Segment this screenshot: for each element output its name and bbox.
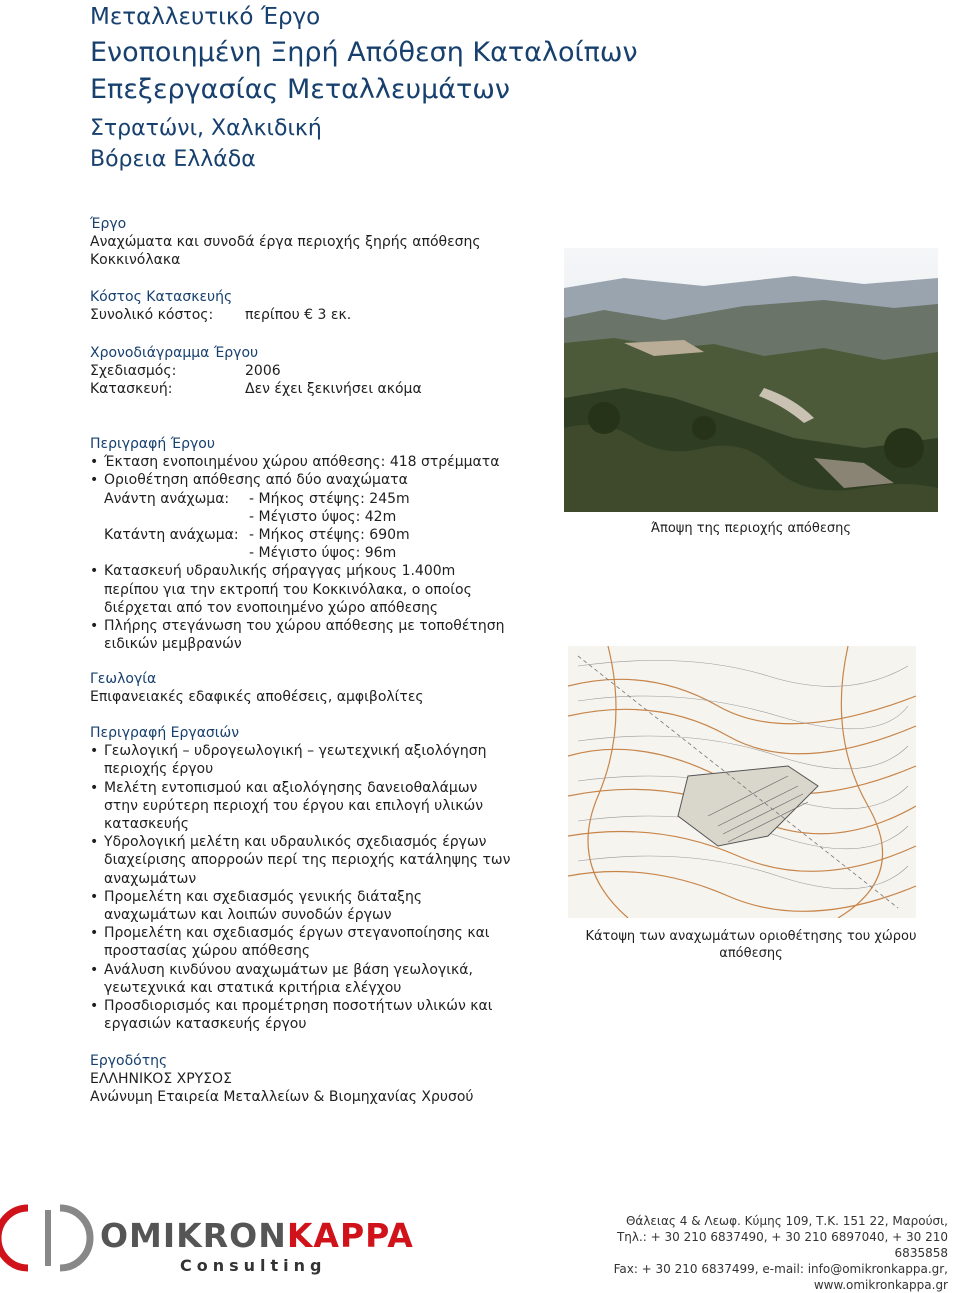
schedule-section — [90, 344, 550, 399]
construction-row — [90, 380, 550, 398]
list-item-line: εργασιών κατασκευής έργου — [104, 1016, 307, 1033]
cost-label: Συνολικό κόστος: — [90, 307, 214, 324]
plan-caption-line-1: Κάτοψη των αναχωμάτων οριοθέτησης του χώρου — [585, 929, 917, 944]
list-item-line: γεωτεχνικά και στατικά κριτήρια ελέγχου — [104, 979, 402, 996]
downstream-length: - Μήκος στέψης: 690m — [249, 527, 410, 544]
cost-row — [90, 306, 550, 324]
list-item-line: διέρχεται από τον ενοποιημένο χώρο απόθεσης — [104, 599, 439, 616]
location — [90, 113, 322, 175]
design-label: Σχεδιασμός: — [90, 363, 177, 380]
list-item — [90, 888, 560, 924]
list-item — [90, 997, 560, 1033]
logo-wordmark — [100, 1216, 414, 1255]
design-row — [90, 362, 550, 380]
client-name: ΕΛΛΗΝΙΚΟΣ ΧΡΥΣΟΣ — [90, 1071, 232, 1088]
contact-phones: Τηλ.: + 30 210 6837490, + 30 210 6897040, + 30 210 6835858 — [616, 1230, 948, 1260]
title-line-2: Επεξεργασίας Μεταλλευμάτων — [90, 74, 510, 105]
construction-value: Δεν έχει ξεκινήσει ακόμα — [245, 381, 422, 398]
geology-section — [90, 670, 550, 706]
tree — [692, 416, 716, 440]
list-item-line: • Προσδιορισμός και προμέτρηση ποσοτήτων υλικών και — [104, 998, 493, 1015]
contact-info — [588, 1213, 948, 1293]
project-heading: Έργο — [90, 216, 127, 232]
contact-address: Θάλειας 4 & Λεωφ. Κύμης 109, Τ.Κ. 151 22, Μαρούσι, — [625, 1214, 948, 1228]
contact-fax-email-web: Fax: + 30 210 6837499, e-mail: info@omikronkappa.gr, www.omikronkappa.gr — [613, 1262, 948, 1292]
list-item-line: προστασίας χώρου απόθεσης — [104, 943, 311, 960]
works-section — [90, 724, 560, 1033]
site-photo — [564, 248, 938, 512]
upstream-height: - Μέγιστο ύψος: 42m — [249, 508, 397, 525]
list-item — [90, 961, 560, 997]
list-item-line: περίπου για την εκτροπή του Κοκκινόλακα, ο οποίος — [104, 581, 472, 598]
spacer — [104, 544, 249, 562]
list-item — [90, 833, 560, 888]
description-list-2 — [90, 562, 550, 653]
list-item-line: ειδικών μεμβρανών — [104, 636, 242, 653]
description-list — [90, 453, 550, 489]
list-item-line: κατασκευής — [104, 816, 190, 833]
list-item-line: • Μελέτη εντοπισμού και αξιολόγησης δανειοθαλάμων — [104, 779, 478, 796]
location-line-2: Βόρεια Ελλάδα — [90, 147, 256, 172]
list-item-line: αναχωμάτων — [104, 870, 197, 887]
plan-drawing — [568, 646, 916, 918]
logo-word-kappa: KAPPA — [286, 1216, 414, 1255]
list-item-line: αναχωμάτων και λοιπών συνοδών έργων — [104, 907, 392, 924]
list-item-line: • Υδρολογική μελέτη και υδραυλικός σχεδιασμός έργων — [104, 834, 487, 851]
description-section — [90, 435, 550, 653]
list-item — [90, 742, 560, 778]
downstream-label: Κατάντη ανάχωμα: — [104, 527, 239, 544]
cost-heading: Κόστος Κατασκευής — [90, 289, 233, 305]
tree — [884, 428, 924, 468]
list-item-line: • Γεωλογική – υδρογεωλογική – γεωτεχνική αξιολόγηση — [104, 743, 487, 760]
description-heading: Περιγραφή Έργου — [90, 436, 215, 452]
location-line-1: Στρατώνι, Χαλκιδική — [90, 116, 322, 141]
plan-caption — [564, 928, 938, 962]
upstream-length: - Μήκος στέψης: 245m — [249, 490, 410, 507]
photo-caption: Άποψη της περιοχής απόθεσης — [651, 521, 851, 536]
list-item-line: στην ευρύτερη περιοχή του έργου και επιλογή υλικών — [104, 797, 484, 814]
geology-text: Επιφανειακές εδαφικές αποθέσεις, αμφιβολίτες — [90, 689, 424, 706]
cost-value: περίπου € 3 εκ. — [245, 307, 352, 324]
list-item — [90, 779, 560, 834]
downstream-embankment — [90, 526, 550, 544]
project-line-1: Αναχώματα και συνοδά έργα περιοχής ξηρής απόθεσης — [90, 234, 481, 251]
category-title: Μεταλλευτικό Έργο — [90, 4, 321, 30]
list-item-line: περιοχής έργου — [104, 761, 214, 778]
logo-subtitle: Consulting — [180, 1256, 327, 1275]
logo-mark — [0, 1198, 110, 1278]
client-heading: Εργοδότης — [90, 1053, 168, 1069]
downstream-height: - Μέγιστο ύψος: 96m — [249, 545, 397, 562]
list-item — [90, 617, 550, 653]
cost-section — [90, 288, 550, 324]
project-line-2: Κοκκινόλακα — [90, 252, 181, 269]
list-item-line: • Κατασκευή υδραυλικής σήραγγας μήκους 1.400m — [104, 563, 456, 580]
list-item-line: • Προμελέτη και σχεδιασμός έργων στεγανοποίησης και — [104, 925, 490, 942]
tree — [588, 402, 620, 434]
logo-arc-red — [0, 1208, 28, 1268]
logo-word-omikron: OMIKRON — [100, 1216, 287, 1255]
list-item: • Έκταση ενοποιημένου χώρου απόθεσης: 418 στρέμματα — [90, 453, 550, 471]
client-description: Ανώνυμη Εταιρεία Μεταλλείων & Βιομηχανίας Χρυσού — [90, 1089, 474, 1106]
title-line-1: Ενοποιημένη Ξηρή Απόθεση Καταλοίπων — [90, 37, 638, 68]
geology-heading: Γεωλογία — [90, 671, 157, 687]
works-heading: Περιγραφή Εργασιών — [90, 725, 240, 741]
downstream-embankment-height — [90, 544, 550, 562]
client-section — [90, 1052, 550, 1107]
upstream-embankment — [90, 490, 550, 508]
plan-caption-line-2: απόθεσης — [719, 946, 783, 961]
design-value: 2006 — [245, 363, 281, 380]
upstream-label: Ανάντη ανάχωμα: — [104, 490, 230, 507]
project-section — [90, 215, 550, 270]
list-item — [90, 924, 560, 960]
list-item-line: • Ανάλυση κινδύνου αναχωμάτων με βάση γεωλογικά, — [104, 961, 473, 978]
spacer — [104, 508, 249, 526]
page-title — [90, 34, 638, 108]
list-item: • Οριοθέτηση απόθεσης από δύο αναχώματα — [90, 471, 550, 489]
list-item-line: • Πλήρης στεγάνωση του χώρου απόθεσης με τοποθέτηση — [104, 618, 505, 635]
works-list — [90, 742, 560, 1033]
schedule-heading: Χρονοδιάγραμμα Έργου — [90, 345, 259, 361]
upstream-embankment-height — [90, 508, 550, 526]
list-item-line: διαχείρισης απορροών περί της περιοχής κατάληψης των — [104, 852, 511, 869]
logo-arc-gray — [60, 1208, 90, 1268]
company-logo — [0, 1198, 560, 1278]
list-item — [90, 562, 550, 617]
list-item-line: • Προμελέτη και σχεδιασμός γενικής διάταξης — [104, 888, 423, 905]
construction-label: Κατασκευή: — [90, 381, 173, 398]
